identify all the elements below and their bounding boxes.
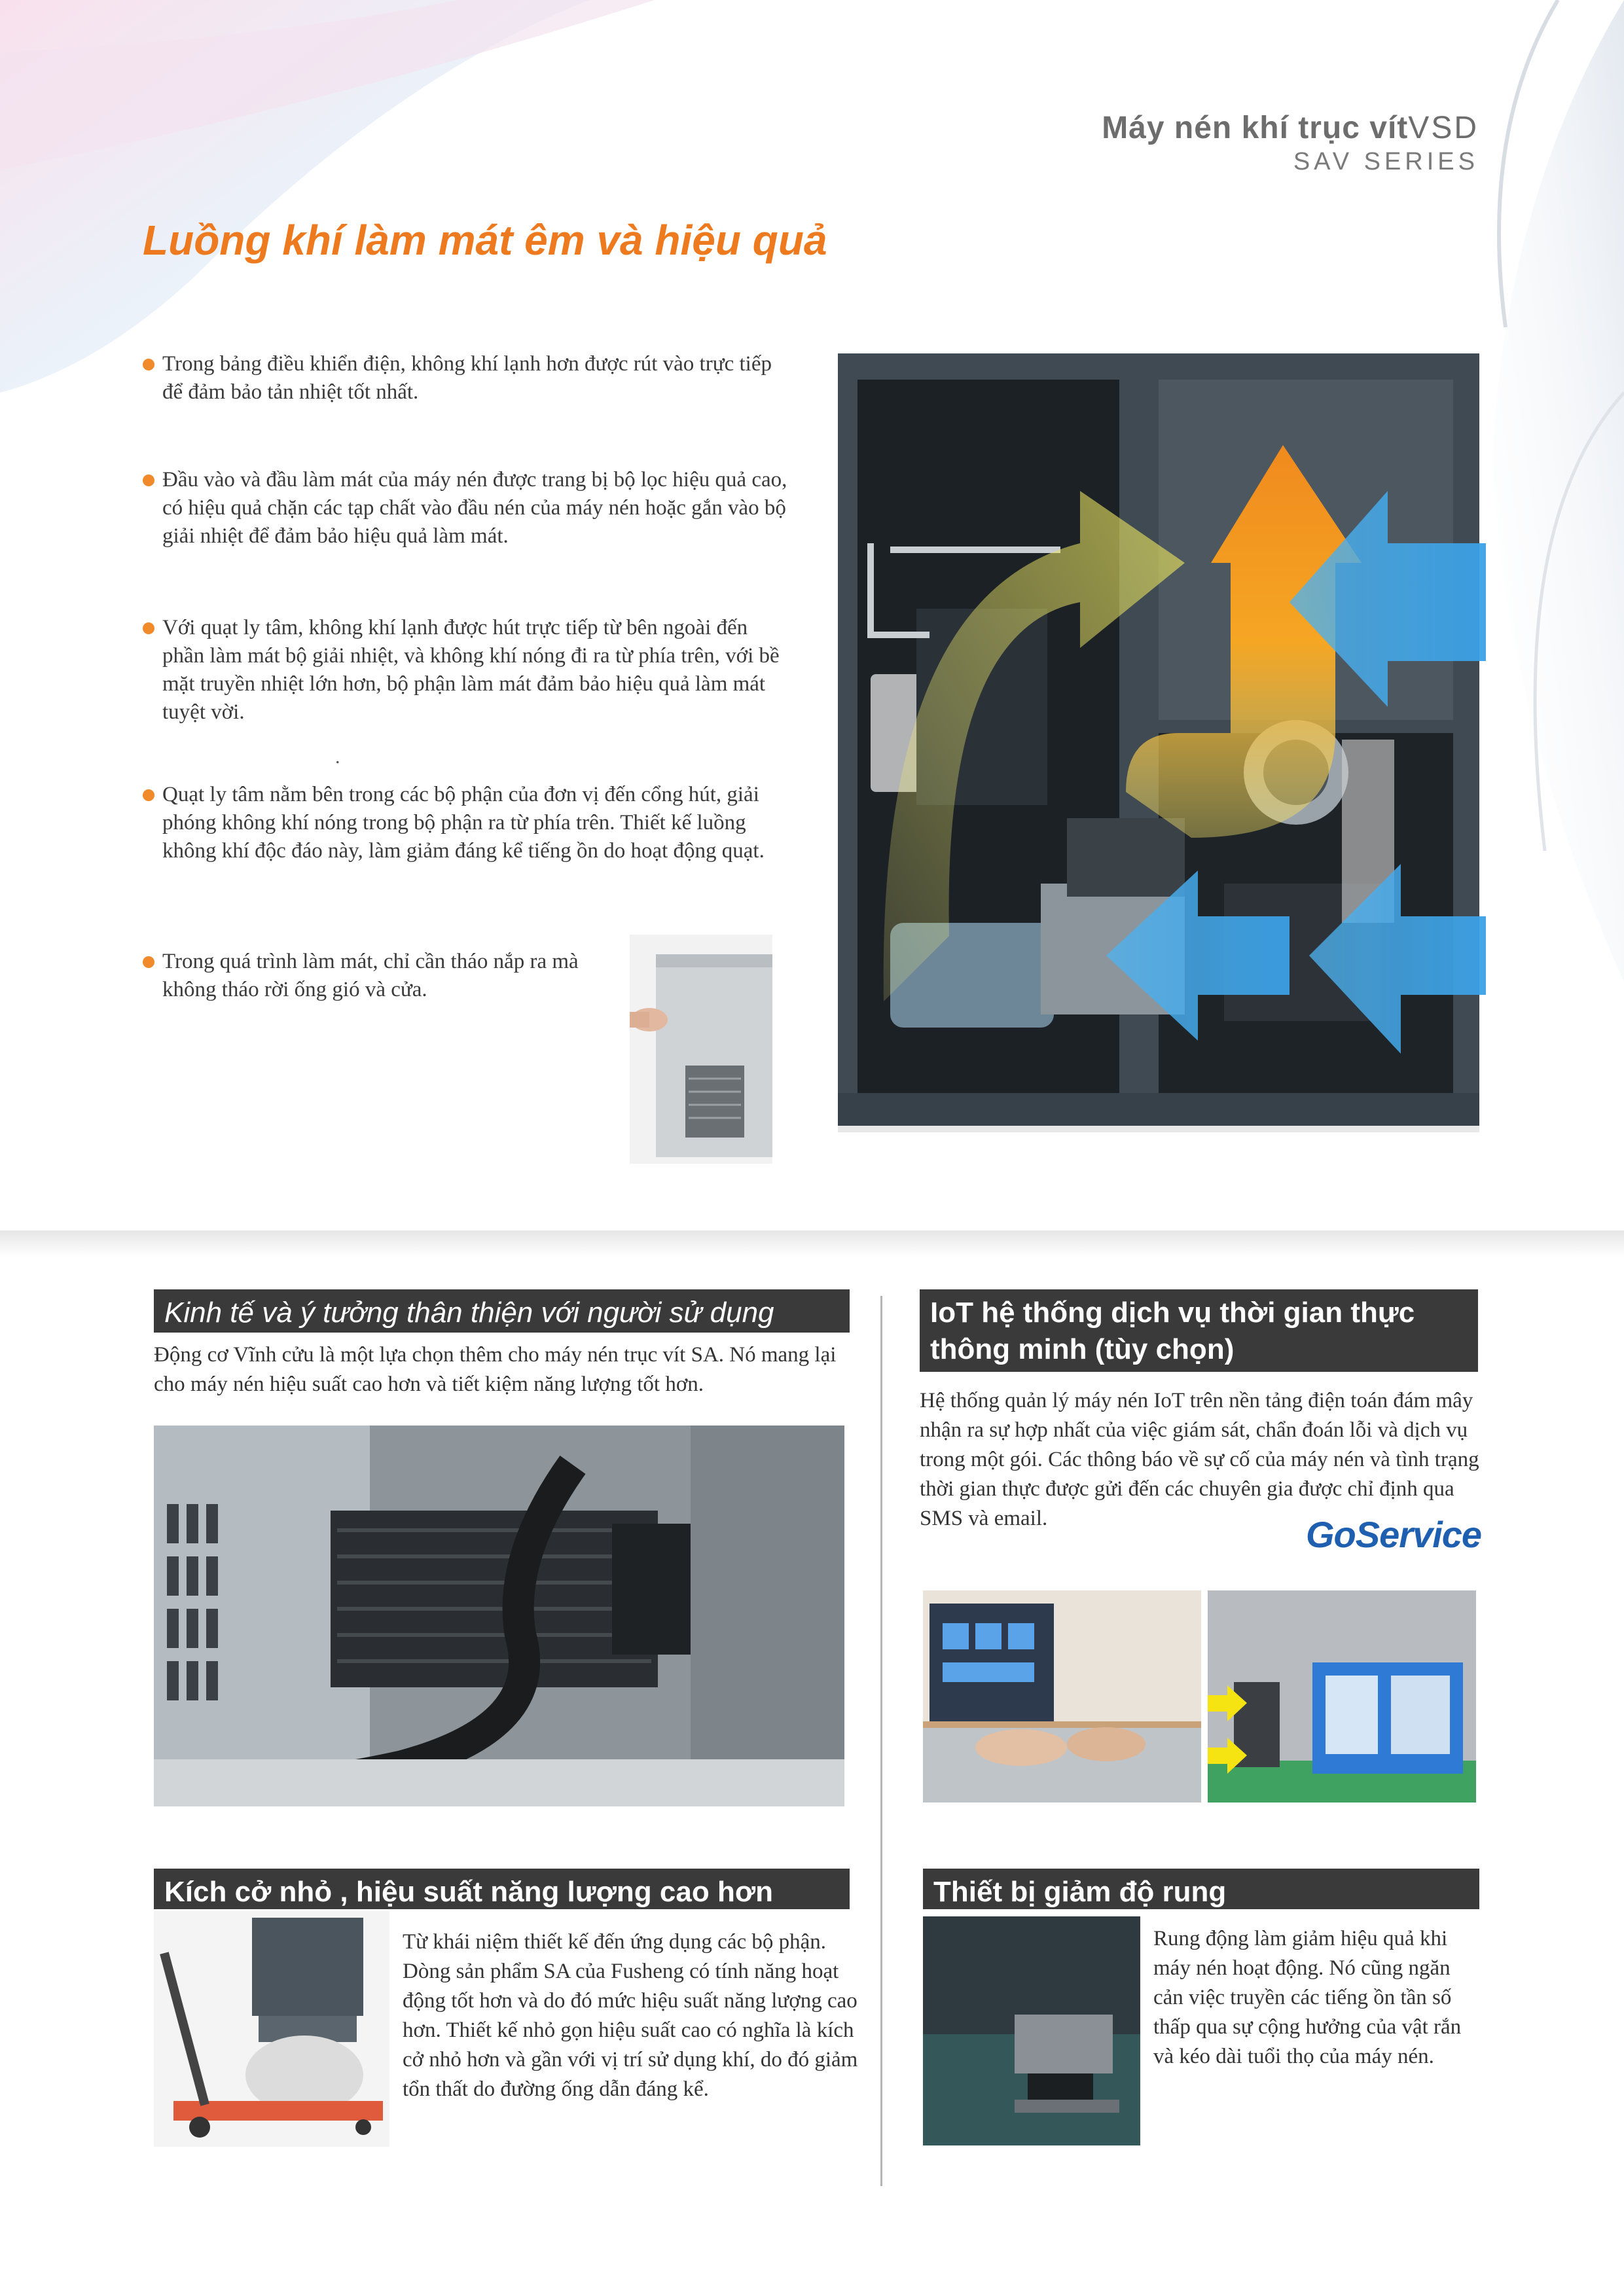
damper-photo bbox=[923, 1916, 1140, 2145]
goservice-logo: GoService bbox=[1306, 1514, 1482, 1555]
main-title: Luồng khí làm mát êm và hiệu quả bbox=[143, 217, 827, 264]
compressor-airflow-diagram bbox=[831, 347, 1486, 1158]
lid-removal-photo bbox=[630, 935, 772, 1164]
economy-text: Động cơ Vĩnh cửu là một lựa chọn thêm cho máy nén trục vít SA. Nó mang lại cho máy nén hiệu suất cao hơn và tiết kiệm năng lượng tốt hơn. bbox=[154, 1343, 837, 1396]
economy-heading: Kinh tế và ý tưởng thân thiện với người sử dụng bbox=[154, 1289, 850, 1333]
size-heading: Kích cở nhỏ , hiệu suất năng lượng cao hơn bbox=[154, 1869, 850, 1909]
bullet-item: Đầu vào và đầu làm mát của máy nén được trang bị bộ lọc hiệu quả cao, có hiệu quả chặn các tạp chất vào đầu nén của máy nén hoặc gắn vào bộ giải nhiệt để đảm bảo hiệu quả làm mát. bbox=[143, 466, 791, 550]
bullet-item: Trong quá trình làm mát, chỉ cần tháo nắp ra mà không tháo rời ống gió và cửa. bbox=[143, 948, 634, 1004]
size-text: Từ khái niệm thiết kế đến ứng dụng các bộ phận. Dòng sản phẩm SA của Fusheng có tính năng hoạt động tốt hơn và do đó mức hiệu suất năng lượng cao hơn. Thiết kế nhỏ gọn hiệu suất cao có nghĩa là kích cở nhỏ hơn và gần với vị trí sử dụng khí, do đó giảm tổn thất do đường ống dẫn đáng kể. bbox=[403, 1930, 858, 2101]
bullet-item: Với quạt ly tâm, không khí lạnh được hút trực tiếp từ bên ngoài đến phần làm mát bộ giải nhiệt, và không khí nóng đi ra từ phía trên, với bề mặt truyền nhiệt lớn hơn, bộ phận làm mát đảm bảo hiệu quả làm mát tuyệt vời. bbox=[143, 614, 791, 726]
header-title-main: Máy nén khí trục vít bbox=[1102, 111, 1409, 145]
pallet-truck-photo bbox=[154, 1911, 389, 2147]
motor-photo bbox=[154, 1426, 844, 1806]
header-series: SAV SERIES bbox=[1293, 148, 1479, 175]
iot-text: Hệ thống quản lý máy nén IoT trên nền tảng điện toán đám mây nhận ra sự hợp nhất của việc giám sát, chẩn đoán lỗi và dịch vụ trong một gói. Các thông báo về sự cố của máy nén và tình trạng thời gian thực được gửi đến các chuyên gia được chỉ định qua SMS và email. bbox=[920, 1389, 1479, 1530]
column-divider bbox=[880, 1296, 882, 2186]
header-title bbox=[1102, 110, 1479, 146]
section-divider bbox=[0, 1230, 1624, 1257]
bullet-item: Quạt ly tâm nằm bên trong các bộ phận của đơn vị đến cổng hút, giải phóng không khí nóng trong bộ phận ra từ phía trên. Thiết kế luồng không khí độc đáo này, làm giảm đáng kể tiếng ồn do hoạt động quạt. bbox=[143, 781, 791, 865]
header-title-suffix: VSD bbox=[1408, 111, 1479, 145]
installation-photo bbox=[1208, 1590, 1476, 1803]
bullet-item: Trong bảng điều khiển điện, không khí lạnh hơn được rút vào trực tiếp để đảm bảo tản nhiệt tốt nhất. bbox=[143, 350, 791, 406]
iot-heading: IoT hệ thống dịch vụ thời gian thực thông minh (tùy chọn) bbox=[920, 1289, 1478, 1372]
vibration-text: Rung động làm giảm hiệu quả khi máy nén hoạt động. Nó cũng ngăn cản việc truyền các tiếng ồn tần số thấp qua sự cộng hưởng của vật rắn và kéo dài tuổi thọ của máy nén. bbox=[1153, 1927, 1462, 2068]
laptop-photo bbox=[923, 1590, 1201, 1803]
vibration-heading: Thiết bị giảm độ rung bbox=[923, 1869, 1479, 1909]
dot-mark: . bbox=[335, 746, 340, 768]
